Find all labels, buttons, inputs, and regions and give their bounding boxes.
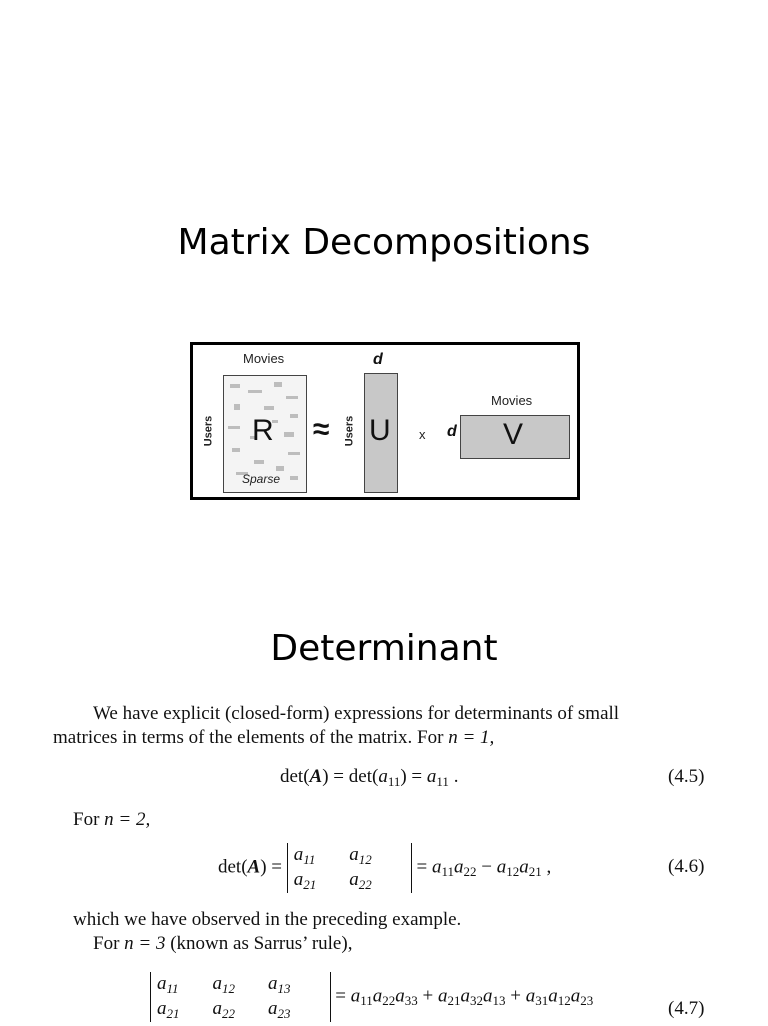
v-letter: V [503, 418, 524, 451]
approx-symbol: ≈ [313, 413, 330, 446]
matrix-factorization-diagram [190, 342, 580, 500]
r-letter: R [252, 414, 274, 447]
d-label-left: d [447, 423, 457, 440]
det-matrix-3x3: a11 a12 a13 a21 a22 a23 [150, 972, 331, 1022]
for-n2-line [73, 808, 723, 832]
equation-number-4-6: (4.6) [668, 856, 705, 877]
equation-number-4-7: (4.7) [668, 998, 705, 1019]
n-eq-1: n = 1, [448, 727, 495, 748]
page-title-determinant: Determinant [270, 628, 498, 669]
intro-line2: matrices in terms of the elements of the matrix. For [53, 727, 444, 748]
equation-4-5: $\det(A) = \det(a_{11}) = a_{11}$ . [280, 766, 459, 789]
n-eq-3: n = 3 [124, 933, 166, 954]
u-letter: U [369, 414, 391, 447]
for-n2-text: For [73, 809, 100, 830]
observed-text: which we have observed in the preceding example. [73, 909, 462, 930]
for-n3-text: For [93, 933, 120, 954]
times-symbol: x [419, 427, 426, 442]
equation-number-4-5: (4.5) [668, 766, 705, 787]
det-matrix-2x2: a11 a12 a21 a22 [287, 843, 412, 893]
matrix-u [364, 373, 398, 493]
page-title-matrix-decompositions: Matrix Decompositions [177, 222, 591, 263]
observed-paragraph [73, 908, 723, 956]
d-label-top: d [373, 351, 383, 368]
matrix-r [223, 375, 307, 493]
equation-4-6: det(A) = a11 a12 a21 a22 = $a_{11}a_{22} - a_{12}a_{21}$ , [218, 844, 552, 892]
matrix-v [460, 415, 570, 459]
n-eq-2: n = 2, [104, 809, 151, 830]
intro-line1: We have explicit (closed-form) expressions for determinants of small [93, 703, 620, 724]
sarrus-text: (known as Sarrus’ rule), [170, 933, 353, 954]
equation-4-7: a11 a12 a13 a21 a22 a23 = $a_{11}a_{22}a_{33} + a_{21}a_{32}a_{13} + a_{31}a_{12}a_{23}$ [150, 972, 593, 1022]
users-label-u: Users [343, 415, 356, 447]
intro-paragraph [53, 702, 723, 750]
sparse-label: Sparse [242, 472, 281, 486]
users-label-r: Users [202, 415, 215, 447]
movies-label-v: Movies [491, 393, 533, 408]
movies-label-r: Movies [243, 351, 285, 366]
